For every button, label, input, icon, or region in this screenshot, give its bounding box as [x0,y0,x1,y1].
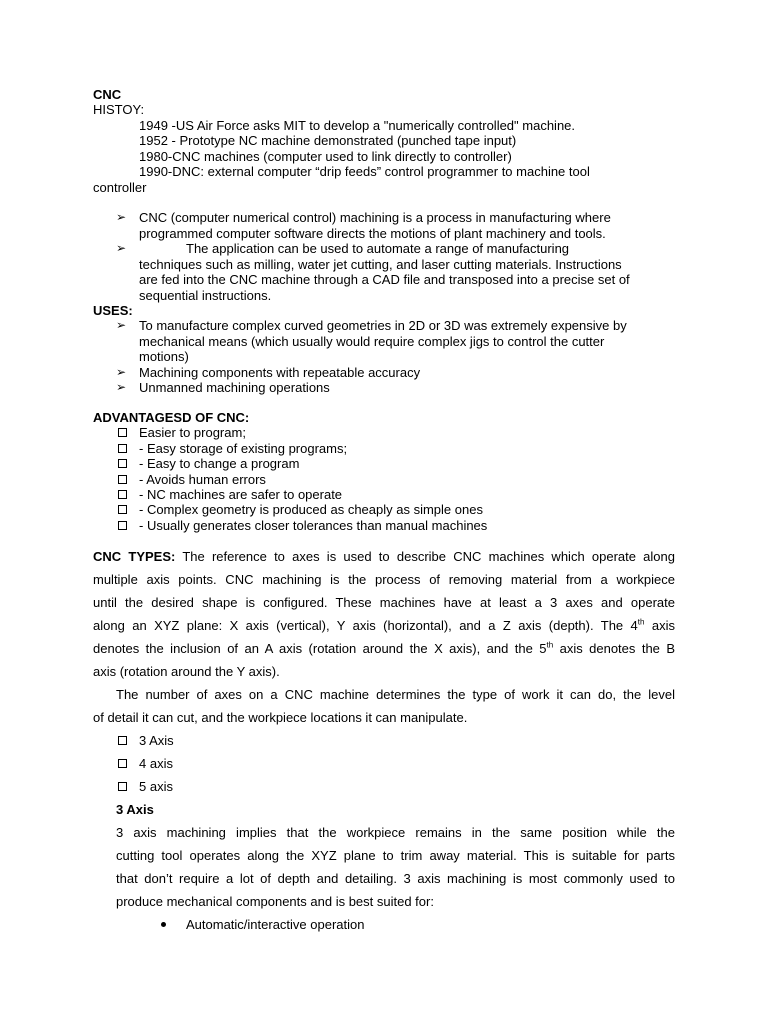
checkbox-square-icon [118,490,127,499]
checkbox-square-icon [118,736,127,745]
history-heading: HISTOY: [93,102,145,117]
three-axis-line: that don’t require a lot of depth and detailing. 3 axis machining is most commonly used to [116,871,675,886]
superscript: th [637,617,645,627]
types-line: of detail it can cut, and the workpiece locations it can manipulate. [93,710,468,725]
checkbox-square-icon [118,444,127,453]
uses-item: mechanical means (which usually would require complex jigs to control the cutter [139,334,605,349]
arrow-bullet-icon: ➢ [116,210,127,224]
three-axis-line: 3 axis machining implies that the workpiece remains in the same position while the [116,825,675,840]
three-axis-line: cutting tool operates along the XYZ plane to trim away material. This is suitable for parts [116,848,675,863]
intro-text: CNC (computer numerical control) machining is a process in manufacturing where [139,210,611,225]
advantage-item: - NC machines are safer to operate [139,487,343,502]
types-line: multiple axis points. CNC machining is the process of removing material from a workpiece [93,572,675,587]
doc-title: CNC [93,87,122,102]
checkbox-square-icon [118,505,127,514]
types-line: The number of axes on a CNC machine determines the type of work it can do, the level [116,687,675,702]
checkbox-square-icon [118,475,127,484]
advantage-item: - Usually generates closer tolerances than manual machines [139,518,488,533]
types-text: along an XYZ plane: X axis (vertical), Y axis (horizontal), and a Z axis (depth). The 4 [93,618,638,633]
history-item: 1980-CNC machines (computer used to link directly to controller) [139,149,512,164]
intro-text: The application can be used to automate a range of manufacturing [186,241,570,256]
uses-item: Machining components with repeatable accuracy [139,365,421,380]
advantage-item: - Easy to change a program [139,456,300,471]
advantage-item: Easier to program; [139,425,246,440]
uses-heading: USES: [93,303,133,318]
advantages-heading: ADVANTAGESD OF CNC: [93,410,250,425]
intro-text: sequential instructions. [139,288,272,303]
axis-item: 5 axis [139,779,173,794]
uses-item: motions) [139,349,189,364]
advantage-item: - Avoids human errors [139,472,266,487]
types-text: axis denotes the B [553,641,675,656]
checkbox-square-icon [118,459,127,468]
checkbox-square-icon [118,782,127,791]
types-line [93,549,675,564]
three-axis-line: produce mechanical components and is best suited for: [116,894,434,909]
arrow-bullet-icon: ➢ [116,241,127,255]
checkbox-square-icon [118,428,127,437]
intro-text: techniques such as milling, water jet cutting, and laser cutting materials. Instructions [139,257,622,272]
uses-item: Unmanned machining operations [139,380,330,395]
types-heading: CNC TYPES: [93,549,176,564]
types-line: axis (rotation around the Y axis). [93,664,280,679]
history-item: 1990-DNC: external computer “drip feeds” control programmer to machine tool [139,164,590,179]
advantage-item: - Complex geometry is produced as cheaply as simple ones [139,502,483,517]
three-axis-bullet-item: Automatic/interactive operation [186,917,365,932]
arrow-bullet-icon: ➢ [116,318,127,332]
intro-text: are fed into the CNC machine through a CAD file and transposed into a precise set of [139,272,630,287]
arrow-bullet-icon: ➢ [116,365,127,379]
uses-item: To manufacture complex curved geometries in 2D or 3D was extremely expensive by [139,318,627,333]
advantage-item: - Easy storage of existing programs; [139,441,348,456]
superscript: th [546,640,554,650]
bullet-dot-icon [161,922,166,927]
history-item-wrap: controller [93,180,147,195]
history-item: 1952 - Prototype NC machine demonstrated (punched tape input) [139,133,517,148]
types-text: axis [644,618,675,633]
types-line [93,618,675,633]
types-line [93,641,675,656]
types-text: The reference to axes is used to describe CNC machines which operate along [182,549,675,564]
three-axis-heading: 3 Axis [116,802,154,817]
arrow-bullet-icon: ➢ [116,380,127,394]
axis-item: 3 Axis [139,733,174,748]
types-line: until the desired shape is configured. These machines have at least a 3 axes and operate [93,595,675,610]
checkbox-square-icon [118,521,127,530]
history-item: 1949 -US Air Force asks MIT to develop a "numerically controlled" machine. [139,118,576,133]
axis-item: 4 axis [139,756,173,771]
checkbox-square-icon [118,759,127,768]
intro-text: programmed computer software directs the motions of plant machinery and tools. [139,226,606,241]
types-text: denotes the inclusion of an A axis (rotation around the X axis), and the 5 [93,641,547,656]
